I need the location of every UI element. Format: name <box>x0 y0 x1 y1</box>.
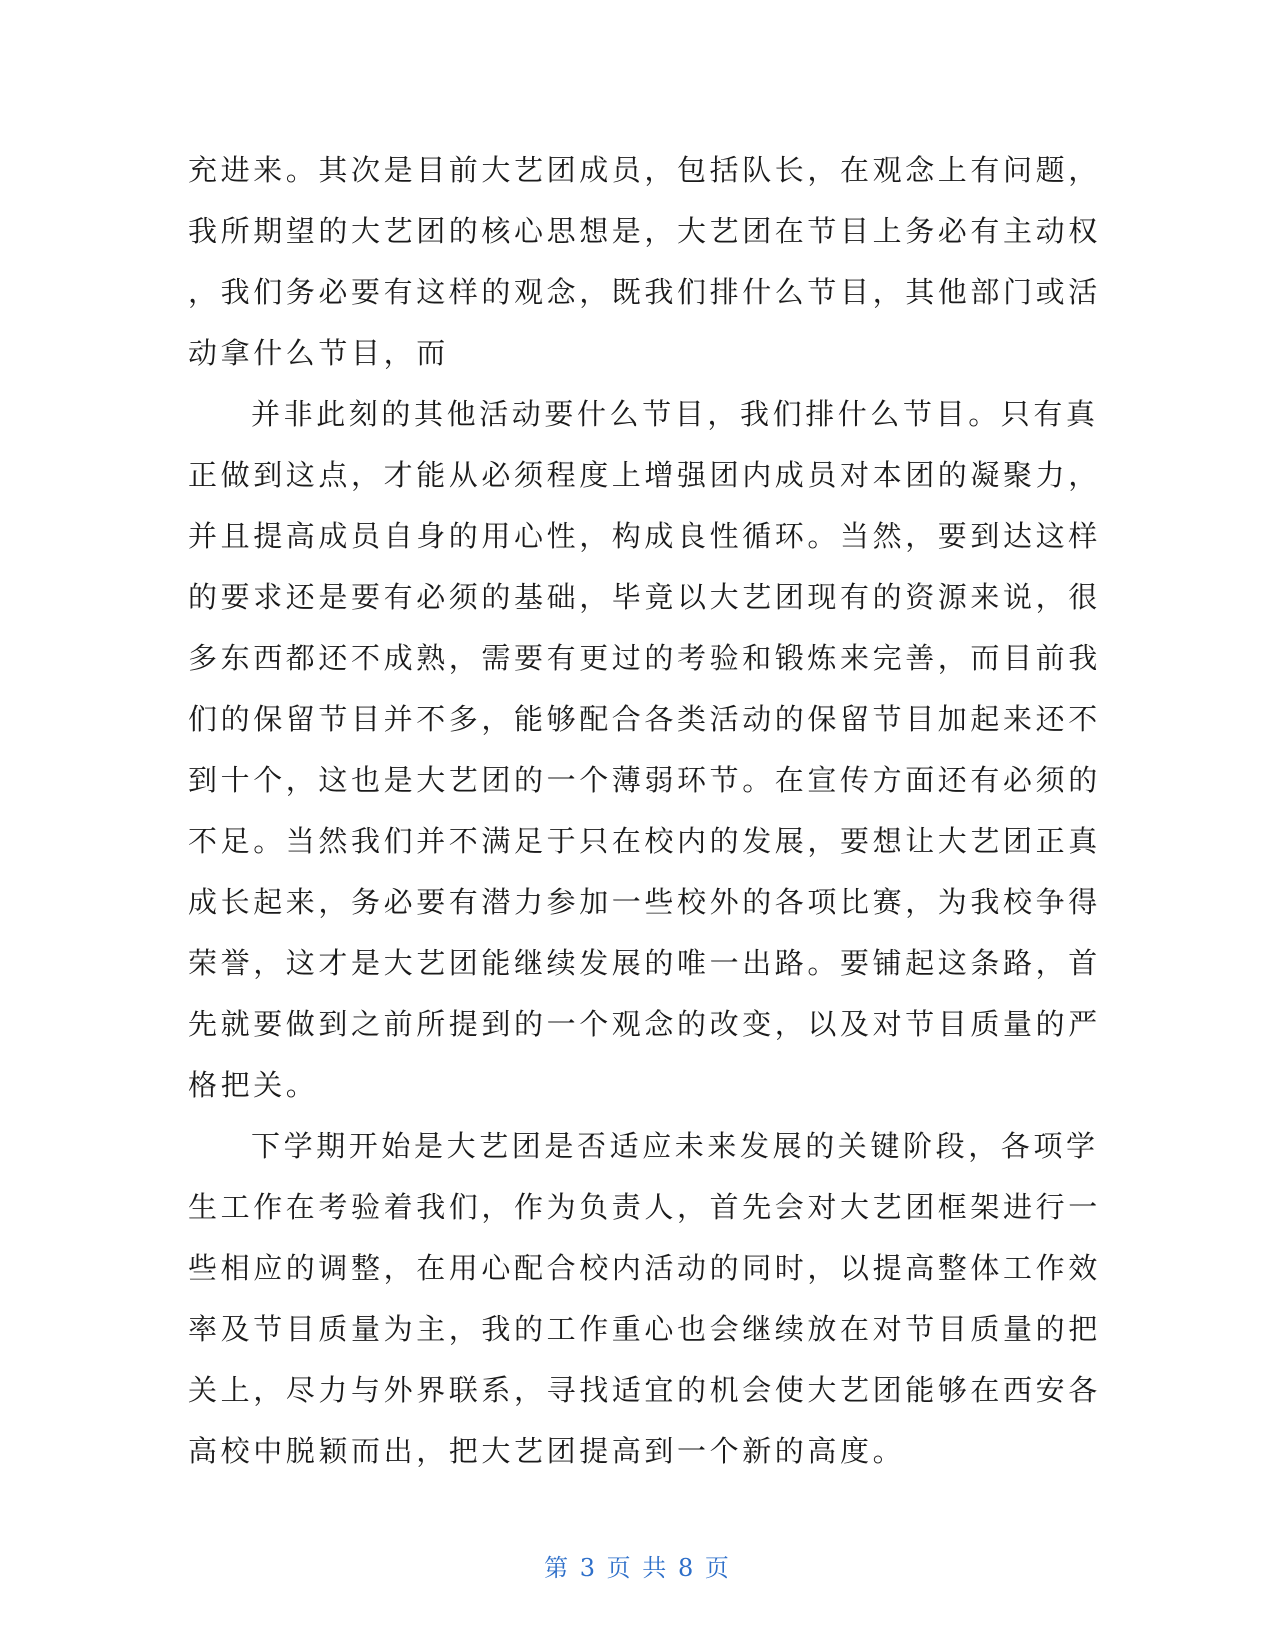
text-line: ，我们务必要有这样的观念，既我们排什么节目，其他部门或活 <box>188 275 1101 309</box>
text-line: 我所期望的大艺团的核心思想是，大艺团在节目上务必有主动权 <box>188 214 1101 248</box>
text-line: 成长起来，务必要有潜力参加一些校外的各项比赛，为我校争得 <box>188 885 1101 919</box>
text-line: 荣誉，这才是大艺团能继续发展的唯一出路。要铺起这条路，首 <box>188 946 1101 980</box>
text-line: 先就要做到之前所提到的一个观念的改变，以及对节目质量的严 <box>188 1007 1101 1041</box>
text-line: 率及节目质量为主，我的工作重心也会继续放在对节目质量的把 <box>188 1312 1101 1346</box>
document-body <box>188 140 1101 1482</box>
text-line: 不足。当然我们并不满足于只在校内的发展，要想让大艺团正真 <box>188 824 1101 858</box>
text-line: 动拿什么节目，而 <box>188 336 449 370</box>
text-line: 高校中脱颖而出，把大艺团提高到一个新的高度。 <box>188 1434 906 1468</box>
paragraph-first-line: 并非此刻的其他活动要什么节目，我们排什么节目。只有真 <box>251 397 1099 431</box>
text-line: 生工作在考验着我们，作为负责人，首先会对大艺团框架进行一 <box>188 1190 1101 1224</box>
paragraph-first-line: 下学期开始是大艺团是否适应未来发展的关键阶段，各项学 <box>251 1129 1099 1163</box>
text-line: 到十个，这也是大艺团的一个薄弱环节。在宣传方面还有必须的 <box>188 763 1101 797</box>
text-line: 并且提高成员自身的用心性，构成良性循环。当然，要到达这样 <box>188 519 1101 553</box>
page-number-footer: 第 3 页 共 8 页 <box>544 1554 731 1582</box>
text-line: 的要求还是要有必须的基础，毕竟以大艺团现有的资源来说，很 <box>188 580 1101 614</box>
text-line: 格把关。 <box>188 1068 319 1102</box>
text-line: 些相应的调整，在用心配合校内活动的同时，以提高整体工作效 <box>188 1251 1101 1285</box>
text-line: 们的保留节目并不多，能够配合各类活动的保留节目加起来还不 <box>188 702 1101 736</box>
text-line: 充进来。其次是目前大艺团成员，包括队长，在观念上有问题， <box>188 153 1101 187</box>
text-line: 关上，尽力与外界联系，寻找适宜的机会使大艺团能够在西安各 <box>188 1373 1101 1407</box>
text-line: 多东西都还不成熟，需要有更过的考验和锻炼来完善，而目前我 <box>188 641 1101 675</box>
text-line: 正做到这点，才能从必须程度上增强团内成员对本团的凝聚力， <box>188 458 1101 492</box>
